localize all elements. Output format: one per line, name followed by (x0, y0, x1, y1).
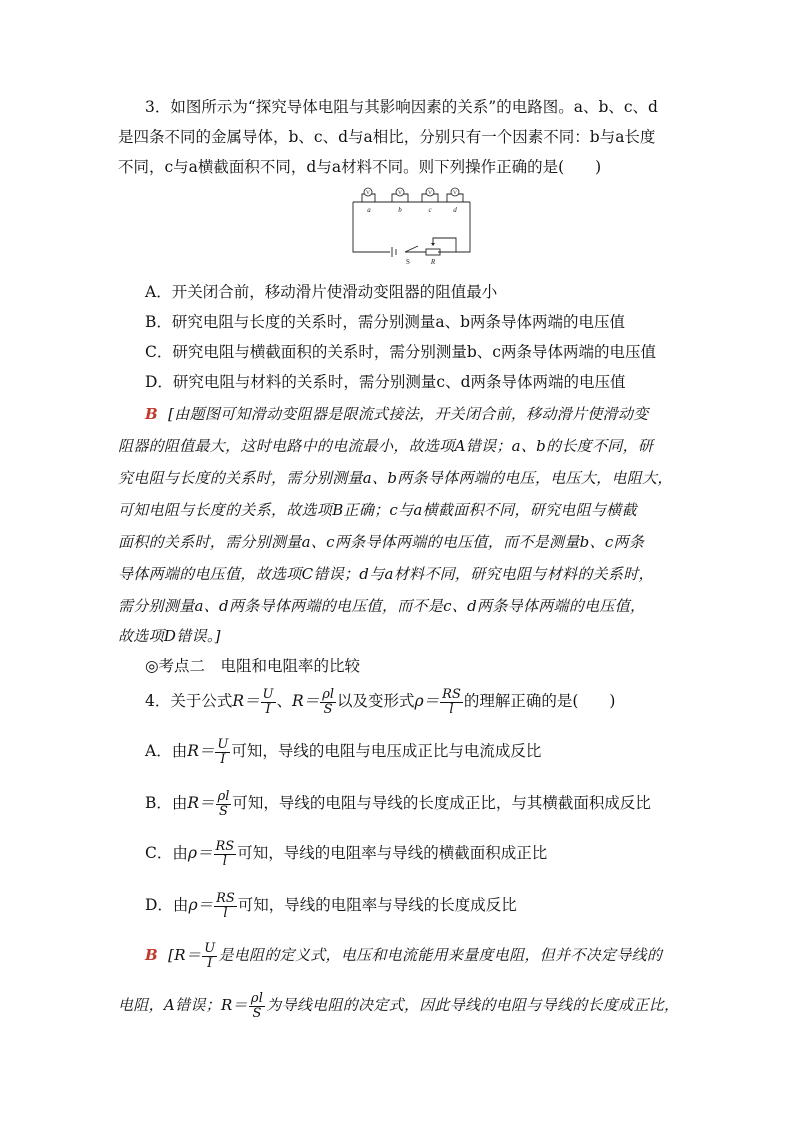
q4-option-c (145, 836, 547, 870)
q4-stem-part-2: 、 (276, 692, 293, 710)
formula-r-eq: R＝ (232, 692, 260, 710)
formula-rho-eq: ρ＝ (188, 896, 214, 914)
q4-option-c-prefix: C．由 (145, 844, 188, 862)
q3-explanation-text-1: [由题图可知滑动变阻器是限流式接法，开关闭合前，移动滑片使滑动变 (168, 405, 649, 423)
switch-label: S (406, 258, 410, 266)
denominator: S (323, 701, 333, 717)
formula-r-eq: R＝ (292, 692, 320, 710)
q3-explanation-line-6: 导体两端的电压值，故选项C错误；d与a材料不同，研究电阻与材料的关系时， (118, 565, 654, 583)
fraction-u-over-i (202, 942, 217, 971)
conductor-b-label: b (398, 206, 402, 214)
numerator: ρl (217, 788, 230, 804)
fraction-u-over-i (261, 688, 276, 717)
numerator: RS (216, 890, 235, 906)
q4-option-c-text: 可知，导线的电阻率与导线的横截面积成正比 (237, 844, 548, 862)
q4-option-d (145, 888, 517, 922)
fraction-rs-over-l (440, 688, 463, 717)
q4-explanation-text-2a: 电阻，A错误； (118, 996, 221, 1014)
rheostat-label: R (430, 258, 436, 266)
fraction-u-over-i (215, 738, 230, 767)
q3-explanation-line-8: 故选项D错误。] (118, 627, 221, 645)
denominator: I (220, 751, 226, 767)
q3-explanation-line-2: 阻器的阻值最大，这时电路中的电流最小，故选项A错误；a、b的长度不同，研 (118, 437, 654, 455)
q3-explanation-line-4: 可知电阻与长度的关系，故选项B正确；c与a横截面积不同，研究电阻与横截 (118, 501, 637, 519)
formula-rho-eq: ρ＝ (187, 844, 213, 862)
q4-option-a-text: 可知，导线的电阻与电压成正比与电流成反比 (231, 742, 542, 760)
q3-option-b: B．研究电阻与长度的关系时，需分别测量a、b两条导体两端的电压值 (145, 313, 626, 331)
numerator: U (262, 686, 274, 702)
q3-explanation-line-3: 究电阻与长度的关系时，需分别测量a、b两条导体两端的电压，电压大，电阻大， (118, 469, 673, 487)
q3-option-a: A．开关闭合前，移动滑片使滑动变阻器的阻值最小 (145, 283, 498, 301)
q4-option-b-prefix: B．由 (145, 794, 188, 812)
fraction-rs-over-l (214, 892, 237, 921)
numerator: ρl (322, 686, 335, 702)
denominator: S (219, 803, 228, 819)
formula-r-eq: R＝ (174, 946, 202, 964)
section-heading: ◎考点二 电阻和电阻率的比较 (145, 657, 361, 675)
numerator: RS (215, 838, 235, 854)
formula-r-eq: R＝ (187, 742, 215, 760)
q3-explanation-line-5: 面积的关系时，需分别测量a、c两条导体两端的电压值，而不是测量b、c两条 (118, 533, 645, 551)
q4-explanation-bracket: [ (168, 946, 175, 964)
q4-explanation-text-1: 是电阻的定义式，电压和电流能用来量度电阻，但并不决定导线的 (218, 946, 663, 964)
q4-explanation-line-2 (118, 988, 679, 1022)
fraction-rho-l-over-s (216, 790, 232, 819)
q4-option-b (145, 786, 651, 820)
q3-stem-line-1: 3．如图所示为“探究导体电阻与其影响因素的关系”的电路图。a、b、c、d (145, 98, 658, 116)
conductor-c-label: c (428, 206, 432, 214)
circuit-diagram (350, 186, 475, 266)
q4-answer: B (145, 946, 158, 964)
denominator: I (265, 701, 271, 717)
q4-explanation-text-2b: 为导线电阻的决定式，因此导线的电阻与导线的长度成正比， (266, 996, 680, 1014)
voltmeter-2-label: V (398, 190, 402, 196)
numerator: U (204, 940, 216, 956)
q4-stem-part-1: 4．关于公式 (145, 692, 233, 710)
formula-r-eq: R＝ (220, 996, 248, 1014)
q4-option-a-prefix: A．由 (145, 742, 188, 760)
fraction-rs-over-l (214, 840, 237, 869)
q3-stem-line-3: 不同，c与a横截面积不同，d与a材料不同。则下列操作正确的是( ) (118, 158, 602, 176)
denominator: l (222, 853, 227, 869)
q3-stem-line-2: 是四条不同的金属导体，b、c、d与a相比，分别只有一个因素不同：b与a长度 (118, 128, 656, 146)
conductor-d-label: d (453, 206, 457, 214)
numerator: RS (442, 686, 461, 702)
q3-explanation-line-1 (145, 404, 649, 424)
q3-explanation-line-7: 需分别测量a、d两条导体两端的电压值，而不是c、d两条导体两端的电压值， (118, 597, 646, 615)
denominator: I (207, 955, 213, 971)
q3-option-d: D．研究电阻与材料的关系时，需分别测量c、d两条导体两端的电压值 (145, 373, 626, 391)
voltmeter-4-label: V (453, 190, 457, 196)
denominator: S (252, 1005, 262, 1021)
q4-option-a (145, 734, 541, 768)
voltmeter-1-label: V (366, 190, 370, 196)
fraction-rho-l-over-s (320, 688, 336, 717)
q4-option-d-prefix: D．由 (145, 896, 189, 914)
q4-option-d-text: 可知，导线的电阻率与导线的长度成反比 (237, 896, 517, 914)
formula-r-eq: R＝ (187, 794, 215, 812)
conductor-a-label: a (367, 206, 371, 214)
q4-stem-part-3: 以及变形式 (337, 692, 415, 710)
denominator: l (449, 701, 454, 717)
q3-option-c: C．研究电阻与横截面积的关系时，需分别测量b、c两条导体两端的电压值 (145, 343, 656, 361)
formula-rho-eq: ρ＝ (414, 692, 440, 710)
numerator: ρl (250, 990, 264, 1006)
fraction-rho-l-over-s (249, 992, 265, 1021)
q4-explanation-line-1 (145, 938, 662, 972)
numerator: U (217, 736, 229, 752)
q4-stem-part-4: 的理解正确的是( ) (463, 692, 616, 710)
q3-answer: B (145, 405, 158, 423)
q4-stem (145, 684, 615, 718)
voltmeter-3-label: V (428, 190, 432, 196)
denominator: l (223, 905, 228, 921)
q4-option-b-text: 可知，导线的电阻与导线的长度成正比，与其横截面积成反比 (232, 794, 651, 812)
